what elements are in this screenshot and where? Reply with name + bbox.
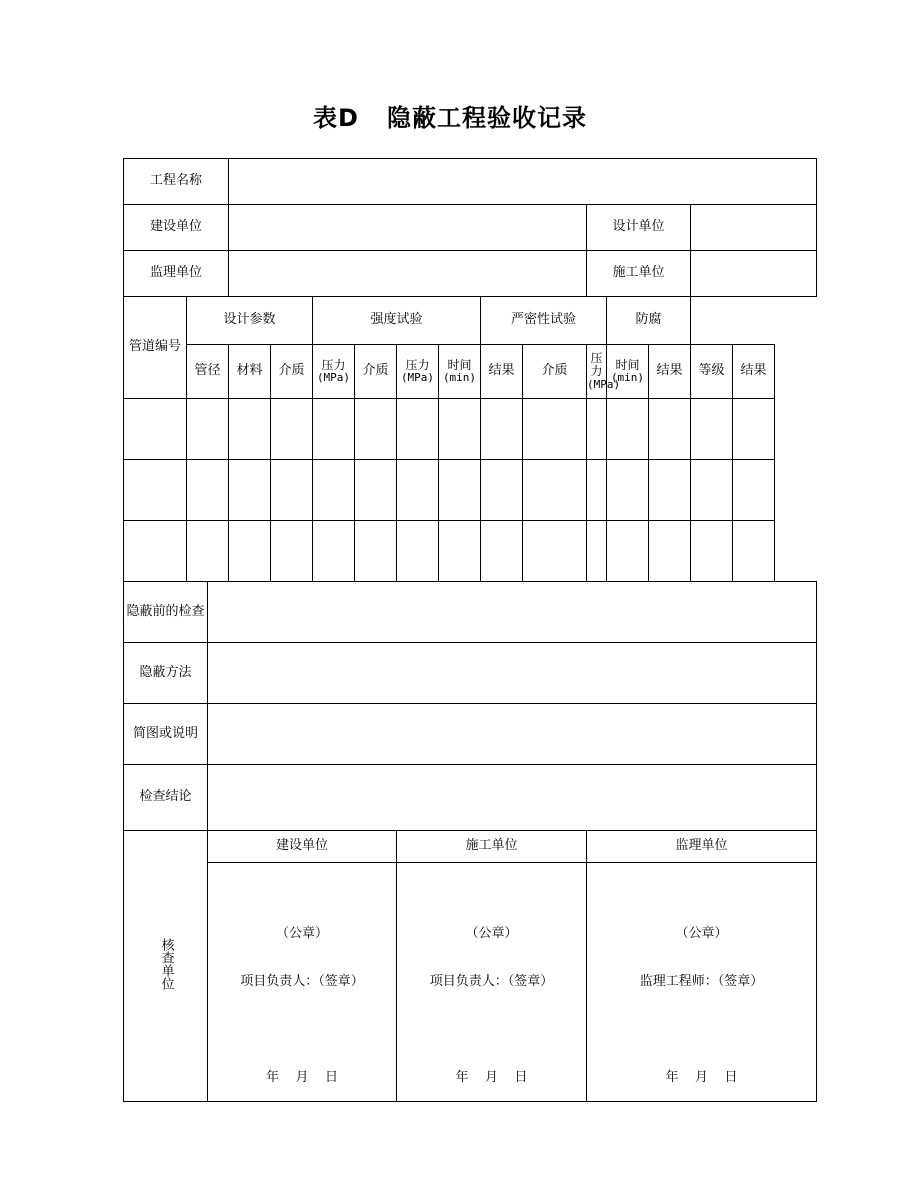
data-cell[interactable] (733, 399, 775, 460)
data-cell[interactable] (691, 460, 733, 521)
signoff-supervision-cell[interactable] (587, 863, 817, 1102)
signoff-construction-title: 建设单位 (208, 831, 397, 863)
data-cell[interactable] (649, 399, 691, 460)
anticorrosion-header: 防腐 (607, 297, 691, 345)
table-row (124, 460, 817, 521)
conclusion-label: 检查结论 (124, 765, 208, 831)
table-row (124, 521, 817, 582)
data-cell[interactable] (649, 521, 691, 582)
method-label: 隐蔽方法 (124, 643, 208, 704)
col-strength-pressure: 压力 (MPa) (397, 345, 439, 399)
page-title: 表D 隐蔽工程验收记录 (313, 104, 587, 132)
project-name-field[interactable] (229, 159, 817, 205)
pm-signature: 项目负责人：（签章） (240, 974, 364, 989)
construction-unit-field[interactable] (229, 205, 587, 251)
construction-unit-label: 建设单位 (124, 205, 229, 251)
data-cell[interactable] (271, 460, 313, 521)
data-cell[interactable] (229, 399, 271, 460)
data-cell[interactable] (481, 460, 523, 521)
data-cell[interactable] (439, 460, 481, 521)
data-cell[interactable] (313, 399, 355, 460)
data-cell[interactable] (124, 460, 187, 521)
col-design-pressure: 压力 (MPa) (313, 345, 355, 399)
data-cell[interactable] (397, 460, 439, 521)
data-cell[interactable] (355, 399, 397, 460)
pre-check-field[interactable] (208, 582, 817, 643)
col-tightness-time: 时间 (min) (607, 345, 649, 399)
col-diameter: 管径 (187, 345, 229, 399)
data-cell[interactable] (733, 460, 775, 521)
col-anticorrosion-grade: 等级 (691, 345, 733, 399)
verify-units-label: 核查单位 (124, 831, 208, 1102)
method-field[interactable] (208, 643, 817, 704)
col-strength-result: 结果 (481, 345, 523, 399)
supervision-unit-field[interactable] (229, 251, 587, 297)
col-design-medium: 介质 (271, 345, 313, 399)
sign-date: 年 月 日 (265, 1070, 339, 1085)
data-cell[interactable] (313, 460, 355, 521)
pm-signature: 项目负责人：（签章） (429, 974, 554, 989)
signoff-builder-title: 施工单位 (397, 831, 587, 863)
tightness-test-header: 严密性试验 (481, 297, 607, 345)
signoff-supervision-title: 监理单位 (587, 831, 817, 863)
design-unit-field[interactable] (691, 205, 817, 251)
data-cell[interactable] (355, 460, 397, 521)
data-cell[interactable] (587, 521, 607, 582)
data-cell[interactable] (649, 460, 691, 521)
data-cell[interactable] (271, 521, 313, 582)
data-cell[interactable] (439, 399, 481, 460)
sign-date: 年 月 日 (665, 1070, 738, 1085)
builder-unit-field[interactable] (691, 251, 817, 297)
data-cell[interactable] (481, 521, 523, 582)
sketch-label: 简图或说明 (124, 704, 208, 765)
data-cell[interactable] (355, 521, 397, 582)
data-cell[interactable] (587, 399, 607, 460)
data-cell[interactable] (691, 399, 733, 460)
data-cell[interactable] (397, 521, 439, 582)
col-tightness-pressure: 压力 (MPa) (587, 345, 607, 399)
col-tightness-result: 结果 (649, 345, 691, 399)
data-cell[interactable] (607, 460, 649, 521)
data-cell[interactable] (607, 399, 649, 460)
data-cell[interactable] (229, 521, 271, 582)
supervision-unit-label: 监理单位 (124, 251, 229, 297)
design-params-header: 设计参数 (187, 297, 313, 345)
data-cell[interactable] (187, 399, 229, 460)
data-cell[interactable] (523, 460, 587, 521)
data-cell[interactable] (187, 521, 229, 582)
col-strength-time: 时间 (min) (439, 345, 481, 399)
pipe-number-header: 管道编号 (124, 297, 187, 399)
sign-date: 年 月 日 (455, 1070, 528, 1085)
strength-test-header: 强度试验 (313, 297, 481, 345)
data-cell[interactable] (691, 521, 733, 582)
design-unit-label: 设计单位 (587, 205, 691, 251)
signoff-builder-cell[interactable] (397, 863, 587, 1102)
data-cell[interactable] (587, 460, 607, 521)
data-cell[interactable] (733, 521, 775, 582)
data-cell[interactable] (313, 521, 355, 582)
data-cell[interactable] (124, 521, 187, 582)
col-anticorrosion-result: 结果 (733, 345, 775, 399)
data-cell[interactable] (229, 460, 271, 521)
acceptance-form-table (123, 158, 817, 1102)
table-row (124, 399, 817, 460)
data-cell[interactable] (607, 521, 649, 582)
project-name-label: 工程名称 (124, 159, 229, 205)
col-strength-medium: 介质 (355, 345, 397, 399)
sketch-field[interactable] (208, 704, 817, 765)
pre-check-label: 隐蔽前的检查 (124, 582, 208, 643)
seal-placeholder: （公章） (675, 926, 728, 941)
signoff-construction-cell[interactable] (208, 863, 397, 1102)
data-cell[interactable] (187, 460, 229, 521)
seal-placeholder: （公章） (465, 926, 518, 941)
data-cell[interactable] (124, 399, 187, 460)
conclusion-field[interactable] (208, 765, 817, 831)
seal-placeholder: （公章） (275, 926, 328, 941)
builder-unit-label: 施工单位 (587, 251, 691, 297)
engineer-signature: 监理工程师：（签章） (639, 974, 764, 989)
col-material: 材料 (229, 345, 271, 399)
data-cell[interactable] (523, 521, 587, 582)
data-cell[interactable] (397, 399, 439, 460)
data-cell[interactable] (271, 399, 313, 460)
col-tightness-medium: 介质 (523, 345, 587, 399)
data-cell[interactable] (481, 399, 523, 460)
data-cell[interactable] (439, 521, 481, 582)
data-cell[interactable] (523, 399, 587, 460)
